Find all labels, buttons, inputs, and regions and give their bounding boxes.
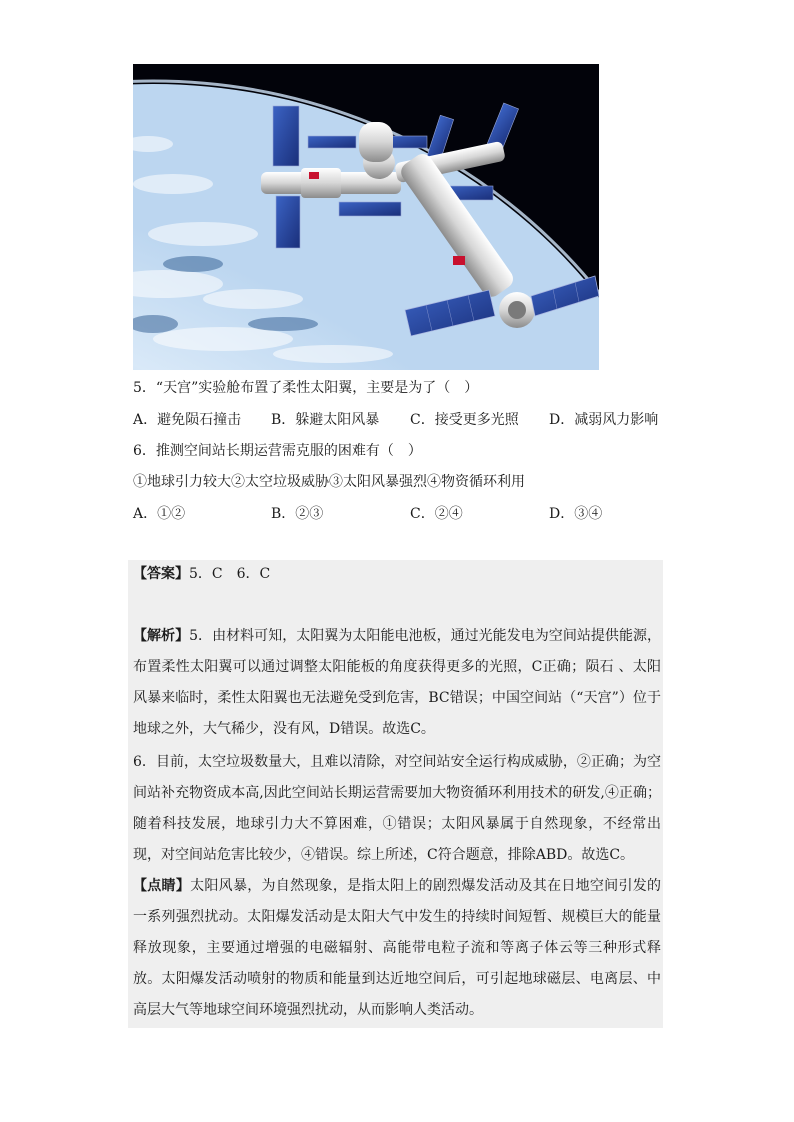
q6-option-b: B．②③ bbox=[271, 506, 324, 522]
question-6-items: ①地球引力较大②太空垃圾威胁③太阳风暴强烈④物资循环利用 bbox=[133, 474, 525, 490]
answer-text: 5．C 6．C bbox=[189, 566, 271, 582]
answer-label: 【答案】 bbox=[133, 566, 189, 582]
q5-option-d: D．减弱风力影响 bbox=[549, 412, 659, 428]
analysis-q5-text: 5．由材料可知，太阳翼为太阳能电池板，通过光能发电为空间站提供能源，布置柔性太阳翼可以通过调整太阳能板的角度获得更多的光照，C正确；陨石 、太阳风暴来临时，柔性太阳翼也无法避免受到危害，BC错误；中国空间站（“天宫”）位于地球之外，大气稀少，没有风，D错误。故选C。 bbox=[133, 628, 662, 737]
answer-line bbox=[133, 559, 661, 590]
q5-option-a: A．避免陨石撞击 bbox=[133, 412, 242, 428]
analysis-q6: 6．目前，太空垃圾数量大，且难以清除，对空间站安全运行构成威胁，②正确；为空间站补充物资成本高,因此空间站长期运营需要加大物资循环利用技术的研发,④正确；随着科技发展，地球引力大不算困难，①错误；太阳风暴属于自然现象，不经常出现，对空间站危害比较少，④错误。综上所述，C符合题意，排除ABD。故选C。 bbox=[133, 754, 661, 863]
space-station-photo bbox=[133, 64, 599, 370]
q5-option-c: C．接受更多光照 bbox=[410, 412, 519, 428]
q6-option-c: C．②④ bbox=[410, 506, 463, 522]
space-station-illustration bbox=[133, 64, 599, 370]
q6-option-d: D．③④ bbox=[549, 506, 603, 522]
q5-option-b: B．躲避太阳风暴 bbox=[271, 412, 380, 428]
tip-text: 太阳风暴，为自然现象，是指太阳上的剧烈爆发活动及其在日地空间引发的一系列强烈扰动。太阳爆发活动是太阳大气中发生的持续时间短暂、规模巨大的能量释放现象，主要通过增强的电磁辐射、高能带电粒子流和等离子体云等三种形式释放。太阳爆发活动喷射的物质和能量到达近地空间后，可引起地球磁层、电离层、中高层大气等地球空间环境强烈扰动，从而影响人类活动。 bbox=[133, 878, 662, 1018]
question-5-stem: 5．“天宫”实验舱布置了柔性太阳翼，主要是为了（ ） bbox=[133, 380, 479, 396]
tip-section bbox=[133, 871, 661, 1026]
analysis-q5 bbox=[133, 621, 661, 745]
q6-option-a: A．①② bbox=[133, 506, 186, 522]
question-6-stem: 6．推测空间站长期运营需克服的困难有（ ） bbox=[133, 443, 422, 459]
analysis-label: 【解析】 bbox=[133, 628, 190, 644]
tip-label: 【点睛】 bbox=[133, 878, 191, 894]
